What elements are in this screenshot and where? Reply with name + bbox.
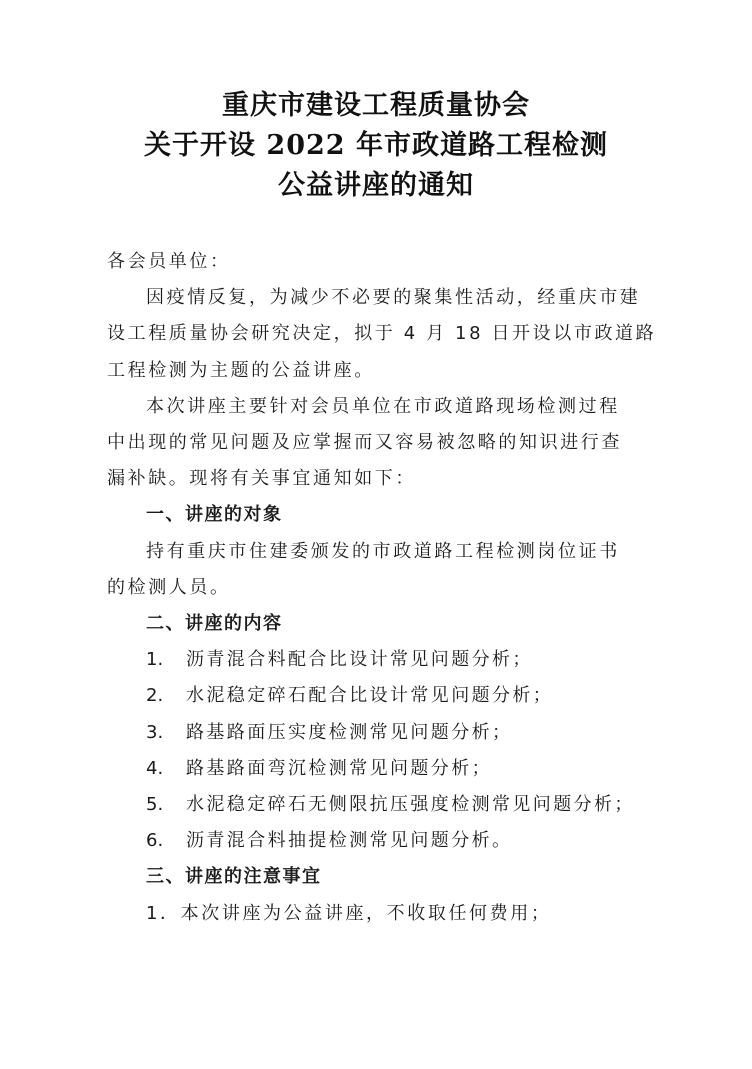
item-text: 沥青混合料配合比设计常见问题分析； <box>186 649 533 671</box>
title-line-2: 关于开设 2022 年市政道路工程检测 <box>144 130 608 161</box>
item-number: 3. <box>146 721 164 743</box>
content-item-5 <box>107 787 647 823</box>
purpose-line-2: 中出现的常见问题及应掌握而又容易被忽略的知识进行查 <box>107 432 622 454</box>
content-item-6 <box>107 823 647 859</box>
title-line-1: 重庆市建设工程质量协会 <box>222 90 530 121</box>
notice-item-1: 1．本次讲座为公益讲座，不收取任何费用； <box>146 902 552 924</box>
item-text: 路基路面压实度检测常见问题分析； <box>186 721 513 743</box>
item-number: 2. <box>146 685 164 707</box>
intro-line-3: 工程检测为主题的公益讲座。 <box>107 359 375 381</box>
section-1-line-1: 持有重庆市住建委颁发的市政道路工程检测岗位证书 <box>146 540 620 562</box>
item-number: 6. <box>146 830 164 852</box>
section-2-heading: 二、讲座的内容 <box>146 613 283 635</box>
section-1-heading: 一、讲座的对象 <box>146 504 283 526</box>
content-item-1 <box>107 642 647 678</box>
item-text: 水泥稳定碎石无侧限抗压强度检测常见问题分析； <box>186 794 635 816</box>
section-1-line-2: 的检测人员。 <box>107 576 231 598</box>
purpose-line-3: 漏补缺。现将有关事宜通知如下： <box>107 468 416 490</box>
title-line-3: 公益讲座的通知 <box>278 170 474 201</box>
content-item-2 <box>107 678 647 714</box>
item-number: 4. <box>146 757 164 779</box>
item-number: 5. <box>146 794 164 816</box>
salutation: 各会员单位： <box>107 251 231 272</box>
document-body <box>107 244 657 932</box>
intro-line-1: 因疫情反复，为减少不必要的聚集性活动，经重庆市建 <box>146 287 641 309</box>
purpose-line-1: 本次讲座主要针对会员单位在市政道路现场检测过程 <box>146 395 620 417</box>
item-text: 路基路面弯沉检测常见问题分析； <box>186 757 492 779</box>
content-item-3 <box>107 715 647 751</box>
item-text: 水泥稳定碎石配合比设计常见问题分析； <box>186 685 554 707</box>
content-item-4 <box>107 751 647 787</box>
document-title <box>0 86 752 206</box>
section-3-heading: 三、讲座的注意事宜 <box>146 866 322 888</box>
intro-line-2: 设工程质量协会研究决定，拟于 4 月 18 日开设以市政道路 <box>107 323 657 345</box>
item-text: 沥青混合料抽提检测常见问题分析。 <box>186 830 513 852</box>
item-number: 1. <box>146 649 164 671</box>
